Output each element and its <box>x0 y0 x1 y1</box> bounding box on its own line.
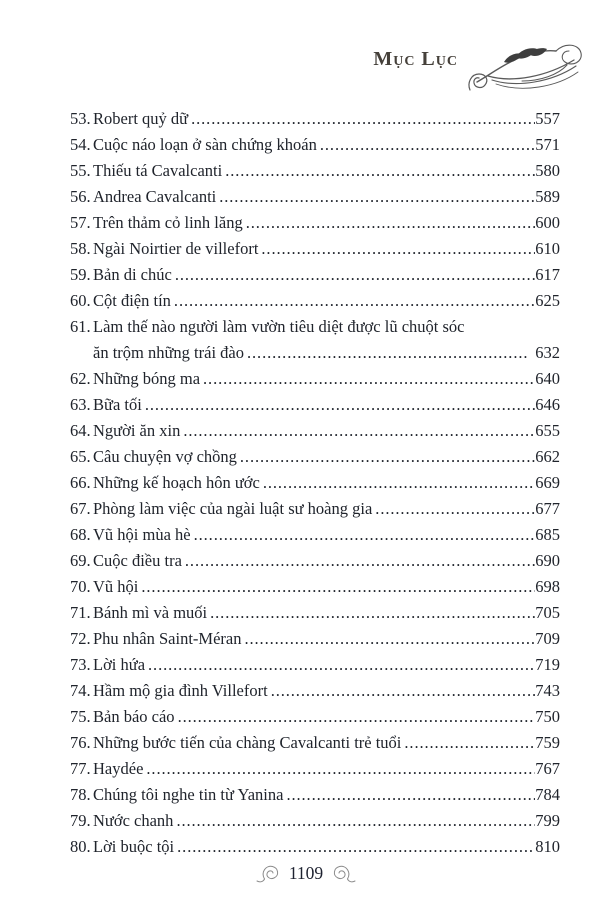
chapter-number: 61. <box>70 317 91 336</box>
chapter-number: 53. <box>70 109 91 128</box>
page-number: 610 <box>535 239 560 258</box>
dot-leader <box>173 808 535 834</box>
chapter-number: 68. <box>70 525 91 544</box>
chapter-number: 71. <box>70 603 91 622</box>
toc-entry <box>70 470 560 496</box>
dot-leader <box>241 626 535 652</box>
page-number: 750 <box>535 707 560 726</box>
dot-leader <box>244 340 529 366</box>
chapter-number: 77. <box>70 759 91 778</box>
chapter-number: 60. <box>70 291 91 310</box>
chapter-title: Hầm mộ gia đình Villefort <box>93 681 268 700</box>
toc-entry <box>70 782 560 808</box>
page-footer <box>0 861 612 885</box>
dot-leader <box>188 106 535 132</box>
dot-leader <box>258 236 535 262</box>
page-number: 580 <box>535 161 560 180</box>
chapter-title: Lời hứa <box>93 655 146 674</box>
page-number: 685 <box>535 525 560 544</box>
chapter-number: 62. <box>70 369 91 388</box>
chapter-number: 54. <box>70 135 91 154</box>
toc-entry <box>70 340 560 366</box>
chapter-title: Bản di chúc <box>93 265 172 284</box>
dot-leader <box>200 366 535 392</box>
chapter-title: Trên thảm cỏ linh lăng <box>93 213 243 232</box>
page-number: 709 <box>535 629 560 648</box>
chapter-title: Haydée <box>93 759 144 778</box>
dot-leader <box>207 600 535 626</box>
chapter-title: Câu chuyện vợ chồng <box>93 447 237 466</box>
toc-entry <box>70 730 560 756</box>
chapter-title: Người ăn xin <box>93 421 181 440</box>
dot-leader <box>237 444 535 470</box>
chapter-number: 67. <box>70 499 91 518</box>
chapter-title: Nước chanh <box>93 811 174 830</box>
dot-leader <box>372 496 535 522</box>
page-number: 617 <box>535 265 560 284</box>
chapter-number: 64. <box>70 421 91 440</box>
chapter-number: 76. <box>70 733 91 752</box>
toc-entry <box>70 314 560 340</box>
chapter-title: Phòng làm việc của ngài luật sư hoàng gia <box>93 499 373 518</box>
chapter-number: 55. <box>70 161 91 180</box>
chapter-title: Những bước tiến của chàng Cavalcanti trẻ tuổi <box>93 733 402 752</box>
dot-leader <box>182 548 535 574</box>
chapter-number: 63. <box>70 395 91 414</box>
page-number: 759 <box>535 733 560 752</box>
toc-entry <box>70 808 560 834</box>
dot-leader <box>143 756 535 782</box>
chapter-number: 58. <box>70 239 91 258</box>
chapter-title: Thiếu tá Cavalcanti <box>93 161 223 180</box>
chapter-title: Robert quỷ dữ <box>93 109 189 128</box>
chapter-title: ăn trộm những trái đào <box>93 343 244 362</box>
toc-entry <box>70 418 560 444</box>
chapter-number: 57. <box>70 213 91 232</box>
page-number: 705 <box>535 603 560 622</box>
toc-entry <box>70 600 560 626</box>
chapter-number: 59. <box>70 265 91 284</box>
toc-entry <box>70 834 560 860</box>
chapter-number: 72. <box>70 629 91 648</box>
toc-entry <box>70 652 560 678</box>
chapter-title: Những kế hoạch hôn ước <box>93 473 260 492</box>
dot-leader <box>317 132 535 158</box>
dot-leader <box>142 392 535 418</box>
dot-leader <box>175 704 536 730</box>
chapter-number: 69. <box>70 551 91 570</box>
toc-entry <box>70 678 560 704</box>
page-number: 719 <box>535 655 560 674</box>
toc-entry <box>70 704 560 730</box>
chapter-title: Vũ hội mùa hè <box>93 525 191 544</box>
chapter-title: Chúng tôi nghe tin từ Yanina <box>93 785 284 804</box>
chapter-title: Những bóng ma <box>93 369 201 388</box>
dot-leader <box>180 418 535 444</box>
chapter-number: 56. <box>70 187 91 206</box>
toc-entry <box>70 366 560 392</box>
page-number: 646 <box>535 395 560 414</box>
page-number: 767 <box>535 759 560 778</box>
dot-leader <box>174 834 535 860</box>
dot-leader <box>283 782 535 808</box>
chapter-number: 79. <box>70 811 91 830</box>
page-number: 600 <box>535 213 560 232</box>
toc-entry <box>70 158 560 184</box>
toc-entry <box>70 522 560 548</box>
chapter-title: Phu nhân Saint-Méran <box>93 629 242 648</box>
dot-leader <box>145 652 535 678</box>
toc-entry <box>70 184 560 210</box>
page-number: 625 <box>535 291 560 310</box>
toc-entry <box>70 444 560 470</box>
chapter-number: 73. <box>70 655 91 674</box>
chapter-title: Cột điện tín <box>93 291 171 310</box>
dot-leader <box>172 262 535 288</box>
toc-entry <box>70 392 560 418</box>
chapter-title: Ngài Noirtier de villefort <box>93 239 259 258</box>
toc-entry <box>70 288 560 314</box>
left-curl-icon <box>256 862 284 884</box>
dot-leader <box>222 158 535 184</box>
dot-leader <box>191 522 536 548</box>
chapter-title: Lời buộc tội <box>93 837 175 856</box>
chapter-number: 78. <box>70 785 91 804</box>
page-number: 632 <box>535 343 560 362</box>
page-number: 690 <box>535 551 560 570</box>
calligraphic-flourish-icon <box>466 30 588 98</box>
toc-entry <box>70 626 560 652</box>
page-number: 677 <box>535 499 560 518</box>
chapter-title: Làm thế nào người làm vườn tiêu diệt được lũ chuột sóc <box>93 317 465 336</box>
dot-leader <box>216 184 535 210</box>
right-curl-icon <box>328 862 356 884</box>
page-number: 698 <box>535 577 560 596</box>
page-number: 640 <box>535 369 560 388</box>
toc-list <box>70 106 560 860</box>
page-number: 799 <box>535 811 560 830</box>
chapter-number: 75. <box>70 707 91 726</box>
page-number: 571 <box>535 135 560 154</box>
chapter-number: 66. <box>70 473 91 492</box>
page-number: 784 <box>535 785 560 804</box>
chapter-title: Bữa tối <box>93 395 142 414</box>
dot-leader <box>401 730 535 756</box>
toc-entry <box>70 236 560 262</box>
chapter-number: 74. <box>70 681 91 700</box>
toc-entry <box>70 132 560 158</box>
page-number: 669 <box>535 473 560 492</box>
chapter-title: Bánh mì và muối <box>93 603 208 622</box>
chapter-title: Bản báo cáo <box>93 707 175 726</box>
toc-entry <box>70 548 560 574</box>
toc-entry <box>70 756 560 782</box>
dot-leader <box>268 678 536 704</box>
page-number: 743 <box>535 681 560 700</box>
page-number: 589 <box>535 187 560 206</box>
folio-page-number: 1109 <box>288 863 324 883</box>
page-number: 662 <box>535 447 560 466</box>
chapter-title: Vũ hội <box>93 577 139 596</box>
chapter-number: 80. <box>70 837 91 856</box>
toc-entry <box>70 574 560 600</box>
dot-leader <box>138 574 535 600</box>
toc-entry <box>70 496 560 522</box>
dot-leader <box>260 470 535 496</box>
toc-entry <box>70 106 560 132</box>
dot-leader <box>171 288 535 314</box>
toc-entry <box>70 262 560 288</box>
chapter-title: Andrea Cavalcanti <box>93 187 217 206</box>
toc-entry <box>70 210 560 236</box>
page-number: 810 <box>535 837 560 856</box>
chapter-number: 70. <box>70 577 91 596</box>
page-number: 655 <box>535 421 560 440</box>
page-number: 557 <box>535 109 560 128</box>
chapter-title: Cuộc điều tra <box>93 551 182 570</box>
chapter-number: 65. <box>70 447 91 466</box>
dot-leader <box>243 210 536 236</box>
page-header <box>373 30 588 98</box>
page-title: Mục Lục <box>373 48 458 70</box>
chapter-title: Cuộc náo loạn ở sàn chứng khoán <box>93 135 317 154</box>
